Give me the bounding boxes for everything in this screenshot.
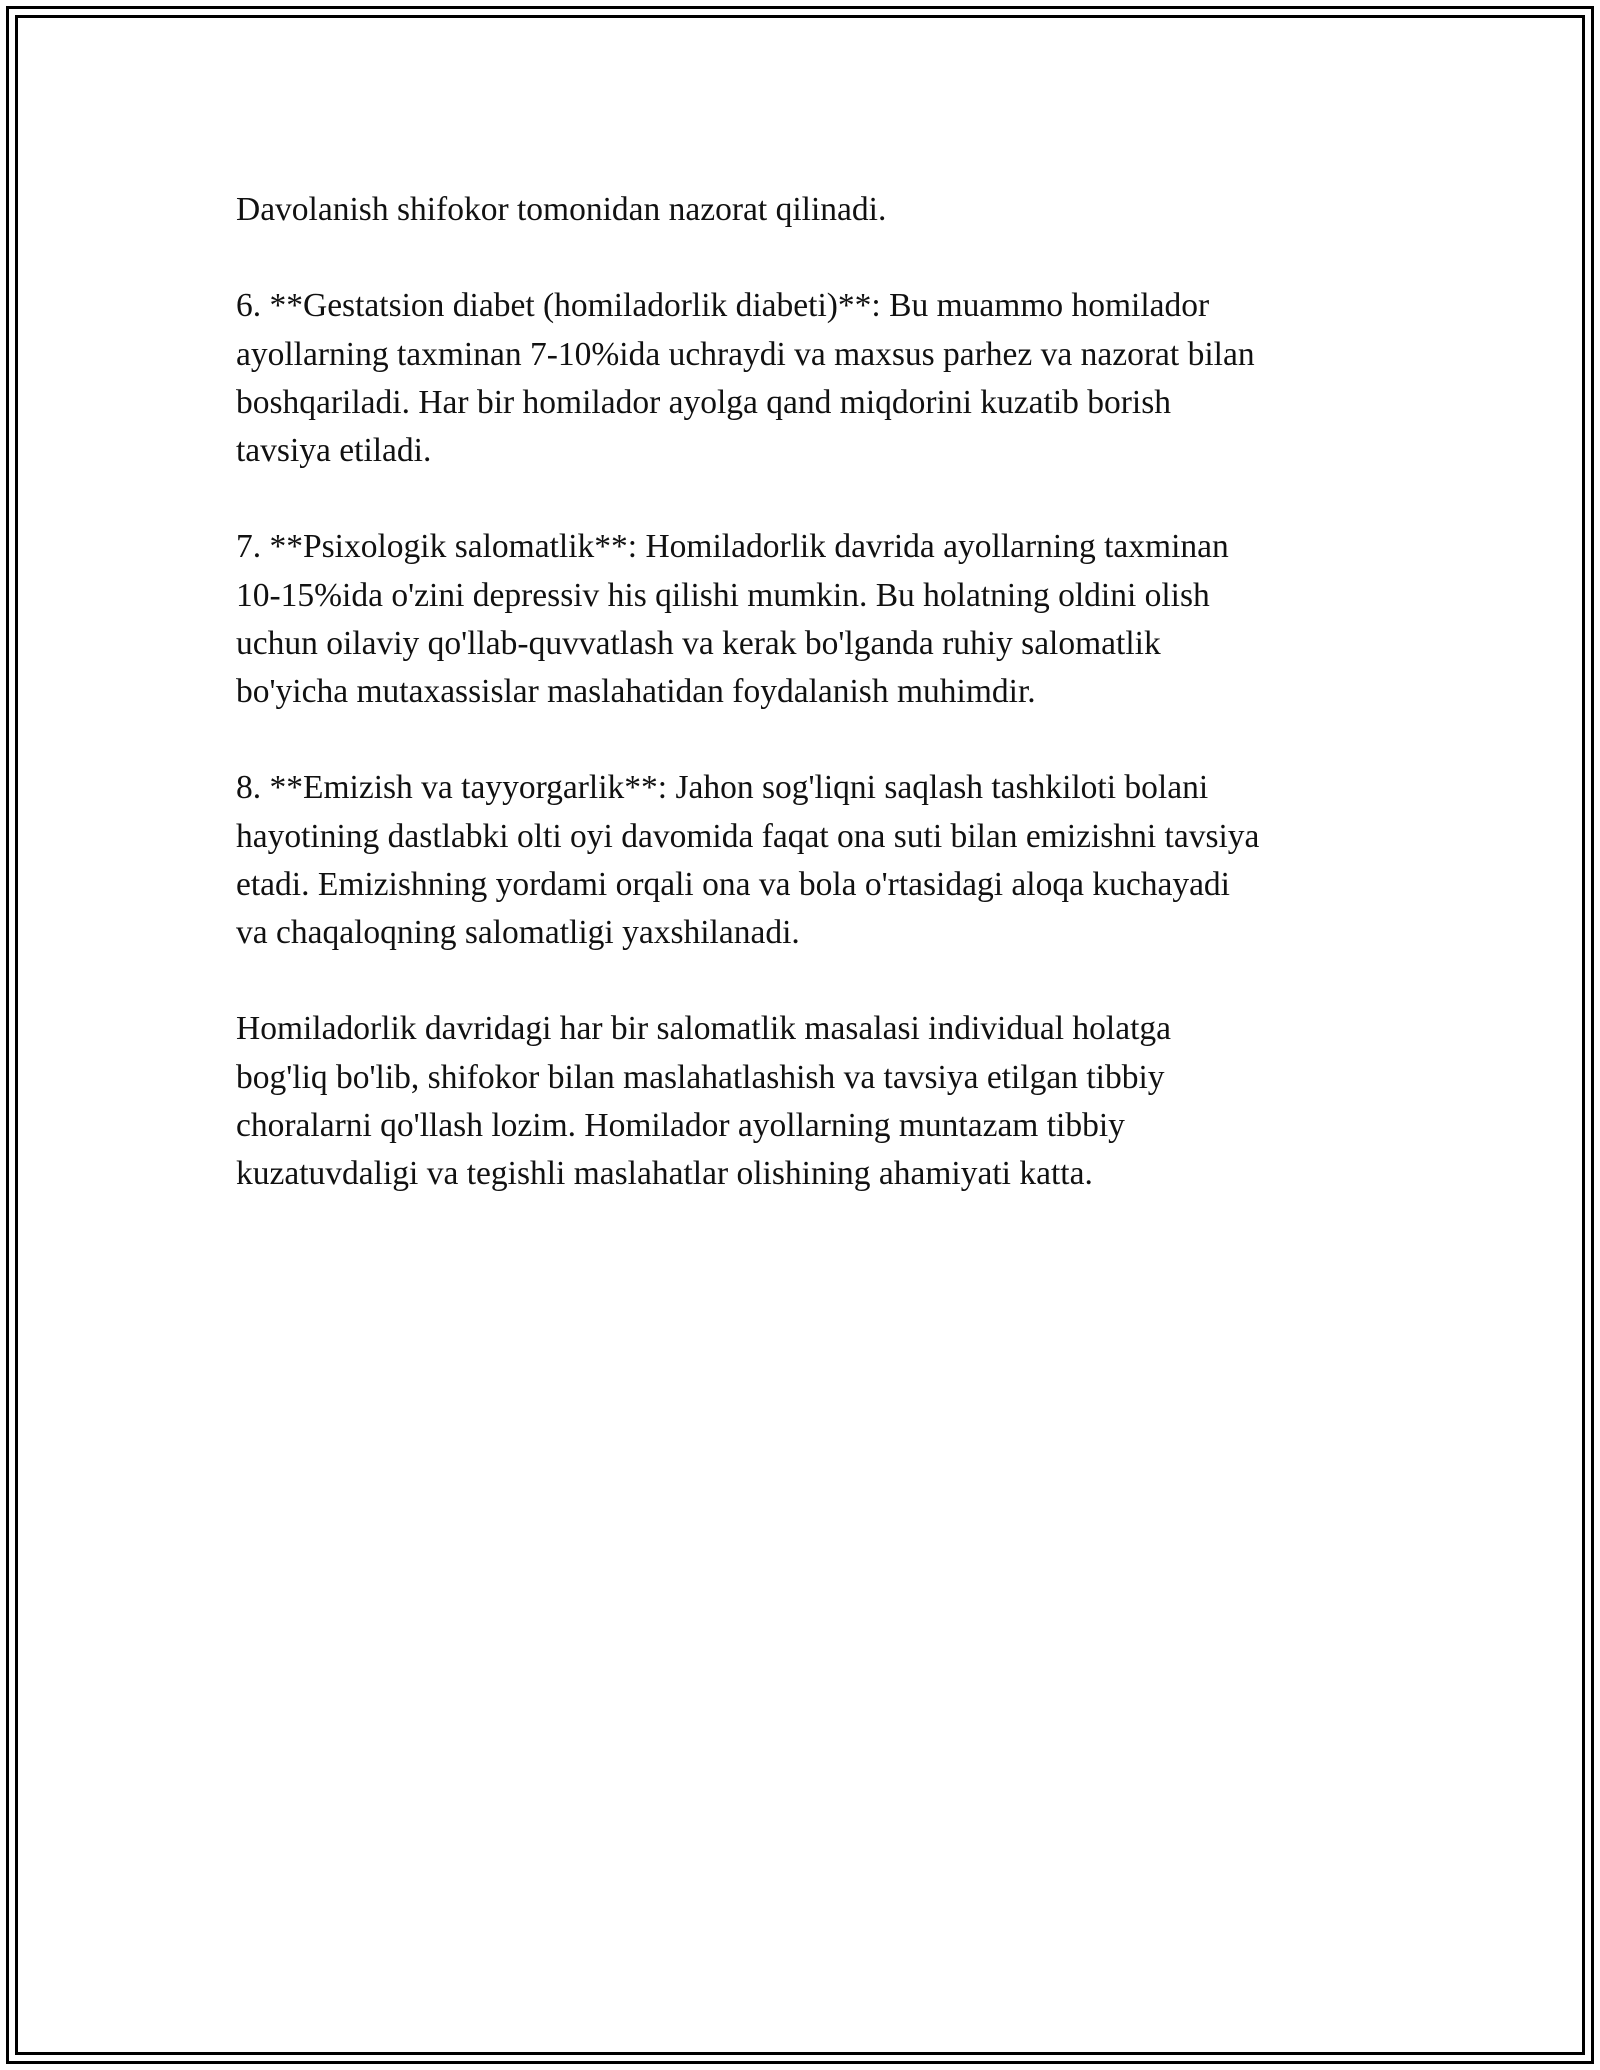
text-line: 10-15%ida o'zini depressiv his qilishi mumkin. Bu holatning oldini olish (236, 576, 1210, 614)
text-line: tavsiya etiladi. (236, 432, 432, 469)
text-line: uchun oilaviy qo'llab-quvvatlash va kerak bo'lganda ruhiy salomatlik (236, 624, 1161, 662)
document-body (236, 186, 1366, 1246)
text-line: Davolanish shifokor tomonidan nazorat qilinadi. (236, 191, 887, 228)
text-line: bo'yicha mutaxassislar maslahatidan foydalanish muhimdir. (236, 673, 1036, 710)
paragraph-breastfeeding (236, 764, 1366, 957)
paragraph-gestational-diabetes (236, 282, 1366, 475)
text-line: etadi. Emizishning yordami orqali ona va bola o'rtasidagi aloqa kuchayadi (236, 865, 1230, 903)
paragraph-conclusion (236, 1005, 1366, 1198)
text-line: ayollarning taxminan 7-10%ida uchraydi va maxsus parhez va nazorat bilan (236, 335, 1255, 373)
text-line: Homiladorlik davridagi har bir salomatlik masalasi individual holatga (236, 1010, 1171, 1048)
text-line: hayotining dastlabki olti oyi davomida faqat ona suti bilan emizishni tavsiya (236, 817, 1260, 855)
text-line: kuzatuvdaligi va tegishli maslahatlar olishining ahamiyati katta. (236, 1155, 1093, 1192)
text-line: bog'liq bo'lib, shifokor bilan maslahatlashish va tavsiya etilgan tibbiy (236, 1058, 1165, 1096)
text-line: 8. **Emizish va tayyorgarlik**: Jahon sog'liqni saqlash tashkiloti bolani (236, 769, 1209, 807)
text-line: boshqariladi. Har bir homilador ayolga qand miqdorini kuzatib borish (236, 383, 1172, 421)
text-line: 7. **Psixologik salomatlik**: Homiladorlik davrida ayollarning taxminan (236, 528, 1229, 566)
paragraph-psychological-health (236, 523, 1366, 716)
text-line: choralarni qo'llash lozim. Homilador ayollarning muntazam tibbiy (236, 1106, 1125, 1144)
paragraph-treatment-note (236, 186, 1366, 234)
text-line: va chaqaloqning salomatligi yaxshilanadi. (236, 914, 800, 951)
text-line: 6. **Gestatsion diabet (homiladorlik diabeti)**: Bu muammo homilador (236, 287, 1210, 325)
